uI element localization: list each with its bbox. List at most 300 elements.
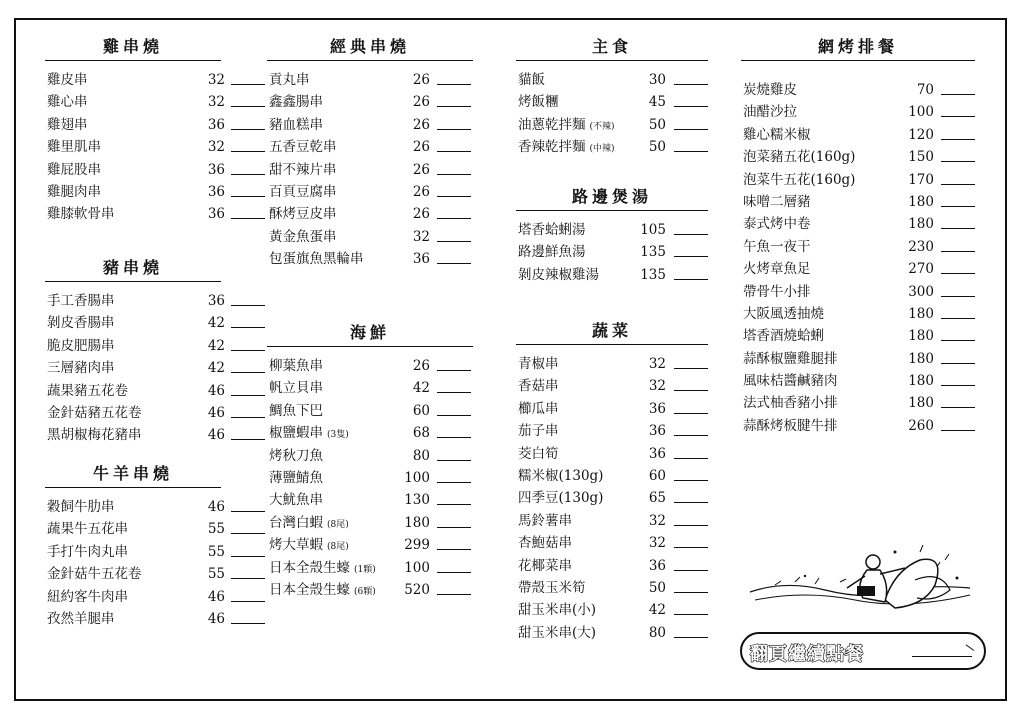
menu-item (516, 487, 708, 509)
item-price: 42 (207, 337, 225, 354)
item-name (743, 236, 811, 258)
item-name (743, 169, 855, 191)
item-name-text: 日本全殼生蠔 (269, 559, 350, 576)
item-name-text: 茭白筍 (518, 445, 559, 462)
menu-item (516, 264, 708, 286)
item-price: 299 (404, 537, 430, 554)
item-name-text: 黃金魚蛋串 (269, 228, 337, 245)
section-wang-kao-pai-can (741, 36, 975, 437)
quantity-blank[interactable] (674, 502, 708, 503)
quantity-blank[interactable] (674, 106, 708, 107)
item-name (743, 191, 811, 213)
item-price: 32 (207, 139, 225, 156)
section-title: 網烤排餐 (741, 36, 975, 61)
item-name-text: 帆立貝串 (269, 380, 323, 397)
quantity-blank[interactable] (231, 556, 265, 557)
item-name-text: 蒜酥椒鹽雞腿排 (743, 350, 838, 367)
item-name-text: 貓飯 (518, 72, 545, 88)
item-name-text: 路邊鮮魚湯 (518, 244, 586, 261)
menu-item (516, 91, 708, 113)
item-name-text: 台灣白蝦 (269, 514, 323, 531)
item-name-text: 烤飯糰 (518, 94, 559, 111)
item-name (743, 303, 824, 325)
item-price: 26 (412, 183, 430, 200)
item-name (518, 264, 599, 286)
item-price: 36 (207, 293, 225, 309)
item-note: (中辣) (589, 144, 615, 155)
quantity-blank[interactable] (231, 151, 265, 152)
item-name-text: 味噌二層豬 (743, 193, 811, 210)
item-name-text: 油醋沙拉 (743, 104, 797, 121)
item-name (743, 392, 838, 414)
item-name (47, 608, 115, 630)
item-name-text: 三層豬肉串 (47, 360, 115, 377)
banner-text: 翻頁繼續點餐 (750, 644, 864, 665)
quantity-blank[interactable] (231, 601, 265, 602)
quantity-blank[interactable] (674, 368, 708, 369)
quantity-blank[interactable] (674, 234, 708, 235)
item-name-text: 泡菜牛五花(160g) (743, 171, 856, 188)
item-name-text: 五香豆乾串 (269, 139, 337, 156)
item-price: 32 (207, 72, 225, 88)
menu-item (267, 226, 473, 248)
item-name-text: 雞翅串 (47, 116, 88, 133)
item-price: 65 (648, 490, 666, 507)
section-title: 雞串燒 (45, 36, 221, 61)
item-name-text: 雞心糯米椒 (743, 126, 811, 143)
quantity-blank[interactable] (941, 318, 975, 319)
menu-item (45, 312, 225, 334)
section-title: 主食 (516, 36, 708, 61)
item-name (518, 398, 559, 420)
item-name (269, 400, 323, 422)
menu-item (741, 169, 975, 191)
item-price: 180 (908, 373, 934, 390)
menu-item (516, 443, 708, 465)
quantity-blank[interactable] (674, 84, 708, 85)
quantity-blank[interactable] (941, 340, 975, 341)
item-name (269, 534, 349, 558)
item-name (518, 510, 572, 532)
item-price: 26 (412, 116, 430, 133)
item-price: 180 (908, 395, 934, 412)
quantity-blank[interactable] (674, 435, 708, 436)
item-name (518, 487, 603, 509)
menu-item (45, 136, 225, 158)
quantity-blank[interactable] (437, 549, 471, 550)
menu-item (267, 557, 473, 579)
item-name (269, 377, 323, 399)
quantity-blank[interactable] (674, 592, 708, 593)
item-name-text: 剝皮辣椒雞湯 (518, 266, 599, 283)
item-price: 42 (207, 315, 225, 332)
item-name (269, 422, 349, 446)
item-name-text: 泡菜豬五花(160g) (743, 149, 856, 166)
item-price: 36 (207, 161, 225, 178)
item-price: 180 (908, 216, 934, 233)
item-price: 46 (207, 499, 225, 515)
item-name (47, 335, 115, 357)
item-name (47, 496, 115, 518)
item-price: 60 (412, 402, 430, 419)
item-name-text: 烤秋刀魚 (269, 447, 323, 464)
item-name-text: 帶殼玉米筍 (518, 579, 586, 596)
quantity-blank[interactable] (941, 296, 975, 297)
item-price: 36 (207, 206, 225, 223)
quantity-blank[interactable] (437, 218, 471, 219)
quantity-blank[interactable] (231, 218, 265, 219)
menu-item (45, 608, 225, 630)
quantity-blank[interactable] (941, 184, 975, 185)
menu-item (516, 577, 708, 599)
menu-item (267, 377, 473, 399)
item-price: 50 (648, 139, 666, 156)
item-name (269, 489, 323, 511)
item-price: 100 (404, 559, 430, 576)
quantity-blank[interactable] (437, 437, 471, 438)
quantity-blank[interactable] (231, 305, 265, 306)
menu-item (45, 496, 225, 518)
menu-item (267, 579, 473, 601)
quantity-blank[interactable] (674, 458, 708, 459)
item-name (269, 355, 323, 377)
item-name-text: 糯米椒(130g) (518, 467, 604, 484)
quantity-blank[interactable] (437, 504, 471, 505)
item-name-text: 日本全殼生蠔 (269, 581, 350, 598)
quantity-blank[interactable] (941, 139, 975, 140)
menu-item (741, 303, 975, 325)
item-price: 26 (412, 139, 430, 156)
menu-item (45, 114, 225, 136)
menu-item (516, 622, 708, 644)
menu-item (45, 380, 225, 402)
item-name-text: 塔香蛤蜊湯 (518, 222, 586, 238)
item-price: 26 (412, 358, 430, 374)
item-price: 46 (207, 427, 225, 444)
item-name-text: 雞屁股串 (47, 161, 101, 178)
quantity-blank[interactable] (674, 151, 708, 152)
menu-item (45, 335, 225, 357)
item-name-text: 雞心串 (47, 94, 88, 111)
surfer-wave-icon (745, 540, 975, 630)
quantity-blank[interactable] (941, 251, 975, 252)
quantity-blank[interactable] (674, 570, 708, 571)
item-name (743, 348, 838, 370)
item-price: 32 (648, 512, 666, 529)
quantity-blank[interactable] (231, 417, 265, 418)
item-price: 105 (640, 222, 666, 238)
item-price: 42 (648, 602, 666, 619)
item-note: (8尾) (327, 542, 349, 553)
item-name-text: 豬血糕串 (269, 116, 323, 133)
item-name-text: 櫛瓜串 (518, 400, 559, 417)
item-price: 260 (908, 417, 934, 434)
item-note: (3隻) (327, 430, 349, 441)
item-name (743, 101, 797, 123)
item-name (518, 532, 572, 554)
menu-item (45, 563, 225, 585)
item-name (269, 512, 349, 536)
item-price: 42 (412, 380, 430, 397)
item-price: 150 (908, 149, 934, 166)
quantity-blank[interactable] (231, 84, 265, 85)
quantity-blank[interactable] (437, 482, 471, 483)
item-price: 36 (207, 116, 225, 133)
quantity-blank[interactable] (437, 84, 471, 85)
quantity-blank[interactable] (941, 407, 975, 408)
item-price: 70 (916, 82, 934, 98)
quantity-blank[interactable] (941, 94, 975, 95)
item-name-text: 法式柚香豬小排 (743, 395, 838, 412)
item-price: 36 (648, 445, 666, 462)
quantity-blank[interactable] (437, 460, 471, 461)
quantity-blank[interactable] (437, 527, 471, 528)
menu-item (267, 114, 473, 136)
item-price: 32 (648, 535, 666, 552)
quantity-blank[interactable] (674, 413, 708, 414)
quantity-blank[interactable] (437, 594, 471, 595)
item-name (743, 146, 855, 168)
quantity-blank[interactable] (674, 480, 708, 481)
quantity-blank[interactable] (437, 174, 471, 175)
menu-item (267, 422, 473, 444)
menu-item (516, 465, 708, 487)
quantity-blank[interactable] (941, 116, 975, 117)
item-price: 170 (908, 171, 934, 188)
item-price: 36 (648, 400, 666, 417)
quantity-blank[interactable] (437, 415, 471, 416)
item-name (518, 353, 559, 375)
quantity-blank[interactable] (231, 623, 265, 624)
item-name-text: 午魚一夜干 (743, 238, 811, 255)
item-name-text: 黑胡椒梅花豬串 (47, 427, 142, 444)
item-name (47, 114, 88, 136)
quantity-blank[interactable] (231, 174, 265, 175)
menu-item (516, 555, 708, 577)
menu-item (267, 489, 473, 511)
item-price: 135 (640, 244, 666, 261)
item-price: 300 (908, 283, 934, 300)
quantity-blank[interactable] (674, 390, 708, 391)
quantity-blank[interactable] (941, 430, 975, 431)
item-name-text: 茄子串 (518, 423, 559, 440)
item-price: 100 (404, 469, 430, 486)
item-name (743, 281, 811, 303)
quantity-blank[interactable] (231, 196, 265, 197)
section-lu-bian-bao-tang (516, 186, 708, 286)
section-title: 蔬菜 (516, 320, 708, 345)
item-price: 55 (207, 521, 225, 538)
item-name-text: 大阪風透抽燒 (743, 305, 824, 322)
quantity-blank[interactable] (437, 370, 471, 371)
item-name-text: 馬鈴薯串 (518, 512, 572, 529)
item-name (518, 465, 603, 487)
item-name (518, 622, 596, 644)
item-name (47, 136, 101, 158)
quantity-blank[interactable] (674, 129, 708, 130)
quantity-blank[interactable] (231, 372, 265, 373)
menu-item (741, 101, 975, 123)
menu-item (741, 191, 975, 213)
quantity-blank[interactable] (231, 129, 265, 130)
item-name (269, 91, 323, 113)
item-price: 26 (412, 206, 430, 223)
quantity-blank[interactable] (674, 637, 708, 638)
menu-item (267, 534, 473, 556)
item-name-text: 塔香酒燒蛤蜊 (743, 328, 824, 345)
section-jing-dian-chuan-shao (267, 36, 473, 271)
item-price: 50 (648, 579, 666, 596)
menu-item (267, 445, 473, 467)
item-name (47, 91, 88, 113)
quantity-blank[interactable] (674, 256, 708, 257)
menu-item (516, 219, 708, 241)
quantity-blank[interactable] (437, 572, 471, 573)
item-name-text: 甜不辣片串 (269, 161, 337, 178)
menu-item (45, 402, 225, 424)
item-price: 55 (207, 566, 225, 583)
quantity-blank[interactable] (437, 263, 471, 264)
section-niu-yang-chuan-shao (45, 463, 225, 630)
item-price: 180 (908, 193, 934, 210)
quantity-blank[interactable] (437, 241, 471, 242)
quantity-blank[interactable] (941, 363, 975, 364)
item-note: (6顆) (354, 586, 376, 597)
menu-item (267, 248, 473, 270)
quantity-blank[interactable] (231, 106, 265, 107)
quantity-blank[interactable] (941, 161, 975, 162)
item-name (518, 599, 596, 621)
menu-item (267, 467, 473, 489)
item-name-text: 鑫鑫腸串 (269, 94, 323, 111)
quantity-blank[interactable] (941, 206, 975, 207)
quantity-blank[interactable] (437, 106, 471, 107)
quantity-blank[interactable] (674, 525, 708, 526)
item-name (518, 577, 586, 599)
quantity-blank[interactable] (674, 614, 708, 615)
item-name (518, 241, 586, 263)
quantity-blank[interactable] (941, 385, 975, 386)
item-price: 36 (648, 557, 666, 574)
item-price: 180 (908, 350, 934, 367)
item-name (518, 555, 572, 577)
item-name-text: 烤大草蝦 (269, 537, 323, 554)
item-name-text: 金針菇豬五花卷 (47, 404, 142, 421)
quantity-blank[interactable] (231, 511, 265, 512)
item-name-text: 穀飼牛肋串 (47, 499, 115, 515)
item-price: 60 (648, 467, 666, 484)
item-name (743, 213, 811, 235)
item-price: 68 (412, 425, 430, 442)
section-title: 海鮮 (267, 322, 473, 347)
item-name-text: 金針菇牛五花卷 (47, 566, 142, 583)
quantity-blank[interactable] (231, 350, 265, 351)
menu-item (516, 599, 708, 621)
menu-item (267, 181, 473, 203)
item-name (269, 136, 337, 158)
quantity-blank[interactable] (674, 547, 708, 548)
item-name-text: 油蔥乾拌麵 (518, 116, 586, 133)
menu-item (267, 136, 473, 158)
quantity-blank[interactable] (437, 392, 471, 393)
item-price: 130 (404, 492, 430, 509)
item-price: 46 (207, 404, 225, 421)
quantity-blank[interactable] (437, 196, 471, 197)
quantity-blank[interactable] (941, 228, 975, 229)
menu-item (267, 512, 473, 534)
item-price: 46 (207, 610, 225, 627)
item-name-text: 薄鹽鯖魚 (269, 469, 323, 486)
item-name (743, 79, 797, 101)
quantity-blank[interactable] (231, 395, 265, 396)
menu-item (741, 236, 975, 258)
item-name (47, 402, 142, 424)
item-name-text: 大魷魚串 (269, 492, 323, 509)
item-name (47, 563, 142, 585)
item-name (518, 443, 559, 465)
quantity-blank[interactable] (437, 151, 471, 152)
item-name-text: 蔬果豬五花卷 (47, 382, 128, 399)
item-price: 32 (207, 94, 225, 111)
quantity-blank[interactable] (674, 279, 708, 280)
item-name-text: 脆皮肥腸串 (47, 337, 115, 354)
quantity-blank[interactable] (437, 129, 471, 130)
menu-item (45, 91, 225, 113)
item-price: 30 (648, 72, 666, 88)
item-price: 46 (207, 588, 225, 605)
quantity-blank[interactable] (231, 439, 265, 440)
item-name (47, 357, 115, 379)
item-name (269, 114, 323, 136)
menu-item (45, 518, 225, 540)
item-name (518, 69, 545, 91)
section-title: 路邊煲湯 (516, 186, 708, 211)
item-name-text: 青椒串 (518, 356, 559, 372)
item-name (518, 136, 615, 160)
item-price: 26 (412, 94, 430, 111)
item-name (743, 370, 838, 392)
item-price: 50 (648, 116, 666, 133)
menu-item (516, 353, 708, 375)
menu-item (516, 69, 708, 91)
item-name-text: 雞皮串 (47, 72, 88, 88)
quantity-blank[interactable] (231, 578, 265, 579)
item-name-text: 香菇串 (518, 378, 559, 395)
item-price: 80 (412, 447, 430, 464)
quantity-blank[interactable] (941, 273, 975, 274)
item-name-text: 雞腿肉串 (47, 183, 101, 200)
next-page-banner[interactable] (740, 632, 986, 670)
section-hai-xian (267, 322, 473, 601)
quantity-blank[interactable] (231, 533, 265, 534)
item-price: 135 (640, 266, 666, 283)
item-price: 180 (404, 514, 430, 531)
menu-item (267, 203, 473, 225)
item-name (47, 69, 88, 91)
item-name-text: 杏鮑菇串 (518, 535, 572, 552)
item-name (269, 248, 364, 270)
item-price: 36 (412, 251, 430, 268)
section-shu-cai (516, 320, 708, 644)
item-name-text: 百頁豆腐串 (269, 183, 337, 200)
menu-item (741, 79, 975, 101)
item-name-text: 帶骨牛小排 (743, 283, 811, 300)
menu-item (267, 355, 473, 377)
quantity-blank[interactable] (231, 327, 265, 328)
item-price: 26 (412, 72, 430, 88)
menu-item (267, 159, 473, 181)
item-price: 46 (207, 382, 225, 399)
